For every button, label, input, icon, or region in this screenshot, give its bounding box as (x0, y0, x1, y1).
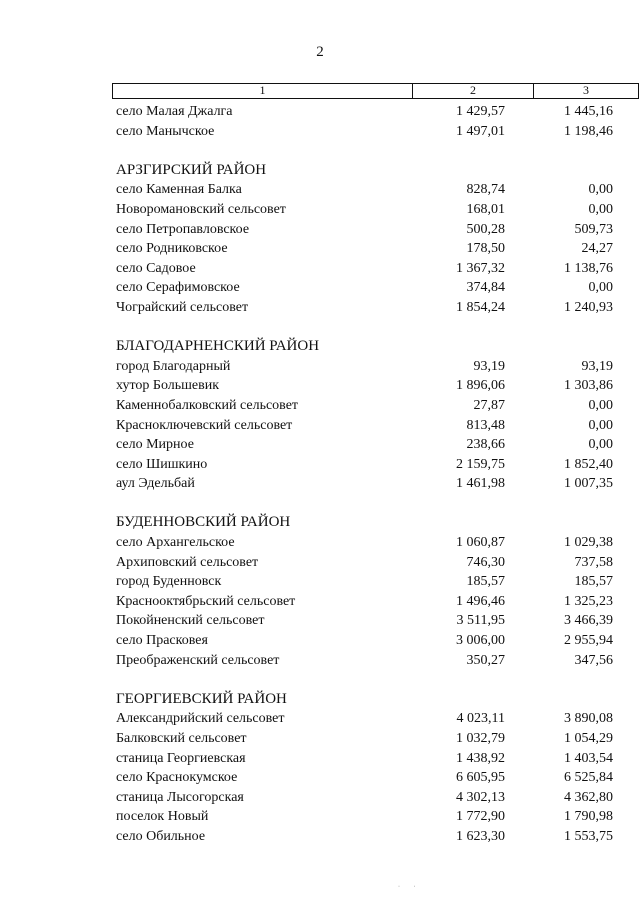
table-row (116, 788, 624, 808)
value-col-3: 509,73 (574, 221, 613, 237)
value-col-3: 6 525,84 (564, 770, 613, 786)
settlement-name: город Благодарный (116, 358, 231, 374)
settlement-name: село Краснокумское (116, 770, 238, 786)
table-row (116, 768, 624, 788)
table-row (116, 807, 624, 827)
table-row (116, 749, 624, 769)
value-col-3: 737,58 (574, 554, 613, 570)
scan-specks: · · (398, 884, 422, 890)
column-header-3: 3 (534, 84, 639, 99)
district-heading: БУДЕННОВСКИЙ РАЙОН (116, 514, 291, 531)
settlement-name: село Манычское (116, 123, 215, 139)
settlement-name: поселок Новый (116, 809, 209, 825)
value-col-2: 6 605,95 (456, 770, 505, 786)
settlement-name: село Мирное (116, 437, 194, 453)
value-col-3: 0,00 (588, 182, 613, 198)
value-col-2: 1 367,32 (456, 260, 505, 276)
settlement-name: станица Георгиевская (116, 750, 246, 766)
settlement-name: станица Лысогорская (116, 789, 244, 805)
value-col-3: 0,00 (588, 417, 613, 433)
settlement-name: село Обильное (116, 828, 206, 844)
table-row (116, 435, 624, 455)
value-col-2: 1 429,57 (456, 104, 505, 119)
value-col-2: 238,66 (466, 437, 505, 453)
settlement-name: село Родниковское (116, 241, 228, 257)
value-col-3: 1 403,54 (564, 750, 613, 766)
value-col-3: 0,00 (588, 201, 613, 217)
value-col-2: 1 896,06 (456, 378, 505, 394)
value-col-2: 4 302,13 (456, 789, 505, 805)
value-col-2: 1 461,98 (456, 476, 505, 492)
value-col-2: 4 023,11 (456, 711, 505, 727)
value-col-3: 0,00 (588, 397, 613, 413)
value-col-2: 813,48 (466, 417, 505, 433)
value-col-2: 3 511,95 (456, 613, 505, 629)
value-col-2: 1 497,01 (456, 123, 505, 139)
value-col-3: 1 240,93 (564, 299, 613, 315)
value-col-3: 1 553,75 (564, 828, 613, 844)
value-col-2: 500,28 (466, 221, 505, 237)
district-heading: ГЕОРГИЕВСКИЙ РАЙОН (116, 690, 287, 707)
table-row (116, 220, 624, 240)
table-row (116, 533, 624, 553)
value-col-2: 828,74 (466, 182, 505, 198)
table-row (116, 357, 624, 377)
table-row (116, 631, 624, 651)
value-col-3: 1 138,76 (564, 260, 613, 276)
table-row (116, 611, 624, 631)
table-row (116, 239, 624, 259)
value-col-2: 1 772,90 (456, 809, 505, 825)
value-col-3: 185,57 (574, 574, 613, 590)
value-col-2: 350,27 (466, 652, 505, 668)
column-header-row (113, 84, 639, 99)
column-header-table (112, 83, 639, 99)
table-row (116, 416, 624, 436)
value-col-2: 1 854,24 (456, 299, 505, 315)
value-col-3: 3 466,39 (564, 613, 613, 629)
settlement-list (116, 102, 624, 847)
value-col-3: 1 007,35 (564, 476, 613, 492)
value-col-2: 1 496,46 (456, 593, 505, 609)
value-col-2: 746,30 (466, 554, 505, 570)
value-col-3: 93,19 (581, 358, 613, 374)
value-col-2: 3 006,00 (456, 633, 505, 649)
settlement-name: Чограйский сельсовет (116, 299, 249, 315)
table-row (116, 827, 624, 847)
value-col-2: 1 060,87 (456, 535, 505, 551)
settlement-name: Каменнобалковский сельсовет (116, 397, 299, 413)
table-row (116, 180, 624, 200)
value-col-2: 185,57 (466, 574, 505, 590)
value-col-3: 4 362,80 (564, 789, 613, 805)
table-row (116, 592, 624, 612)
settlement-name: аул Эдельбай (116, 476, 195, 492)
settlement-name: село Архангельское (116, 535, 235, 551)
settlement-name: город Буденновск (116, 574, 222, 590)
value-col-2: 178,50 (466, 241, 505, 257)
settlement-name: село Прасковея (116, 633, 208, 649)
table-row (116, 572, 624, 592)
table-row (116, 396, 624, 416)
table-row (116, 278, 624, 298)
value-col-2: 93,19 (473, 358, 505, 374)
settlement-name: Краснооктябрьский сельсовет (116, 593, 296, 609)
value-col-3: 1 054,29 (564, 731, 613, 746)
settlement-name: Преображенский сельсовет (116, 652, 280, 668)
value-col-3: 24,27 (581, 241, 613, 257)
settlement-name: Архиповский сельсовет (116, 554, 259, 570)
column-header-1: 1 (113, 84, 413, 99)
value-col-3: 0,00 (588, 280, 613, 296)
settlement-name: село Петропавловское (116, 221, 250, 237)
settlement-name: село Серафимовское (116, 280, 240, 296)
value-col-2: 1 438,92 (456, 750, 505, 766)
value-col-3: 1 029,38 (564, 535, 613, 551)
value-col-3: 1 198,46 (564, 123, 613, 139)
value-col-2: 1 623,30 (456, 828, 505, 844)
value-col-2: 2 159,75 (456, 456, 505, 472)
value-col-2: 27,87 (473, 397, 505, 413)
table-row (116, 553, 624, 573)
value-col-3: 3 890,08 (564, 711, 613, 727)
table-row (116, 455, 624, 475)
settlement-name: село Шишкино (116, 456, 208, 472)
value-col-3: 2 955,94 (564, 633, 613, 649)
settlement-name: Новоромановский сельсовет (116, 201, 286, 217)
district-heading: АРЗГИРСКИЙ РАЙОН (116, 161, 267, 178)
settlement-name: Покойненский сельсовет (116, 613, 265, 629)
table-row (116, 122, 624, 142)
value-col-3: 1 790,98 (564, 809, 613, 825)
settlement-name: Красноключевский сельсовет (116, 417, 293, 433)
value-col-3: 1 325,23 (564, 593, 613, 609)
value-col-2: 1 032,79 (456, 731, 505, 746)
table-row (116, 376, 624, 396)
district-heading: БЛАГОДАРНЕНСКИЙ РАЙОН (116, 338, 320, 355)
table-row (116, 729, 624, 749)
table-row (116, 651, 624, 671)
settlement-name: Александрийский сельсовет (116, 711, 285, 727)
value-col-3: 1 852,40 (564, 456, 613, 472)
table-row (116, 709, 624, 729)
value-col-2: 168,01 (466, 201, 505, 217)
table-row (116, 200, 624, 220)
settlement-name: хутор Большевик (116, 378, 220, 394)
table-row (116, 474, 624, 494)
value-col-3: 347,56 (574, 652, 613, 668)
page-number: 2 (316, 44, 324, 60)
settlement-name: село Малая Джалга (116, 104, 233, 119)
table-row (116, 102, 624, 122)
value-col-3: 1 445,16 (564, 104, 613, 119)
settlement-name: село Садовое (116, 260, 196, 276)
settlement-name: село Каменная Балка (116, 182, 242, 198)
table-row (116, 259, 624, 279)
table-row (116, 298, 624, 318)
settlement-name: Балковский сельсовет (116, 731, 247, 746)
value-col-2: 374,84 (466, 280, 505, 296)
value-col-3: 0,00 (588, 437, 613, 453)
value-col-3: 1 303,86 (564, 378, 613, 394)
column-header-2: 2 (413, 84, 534, 99)
